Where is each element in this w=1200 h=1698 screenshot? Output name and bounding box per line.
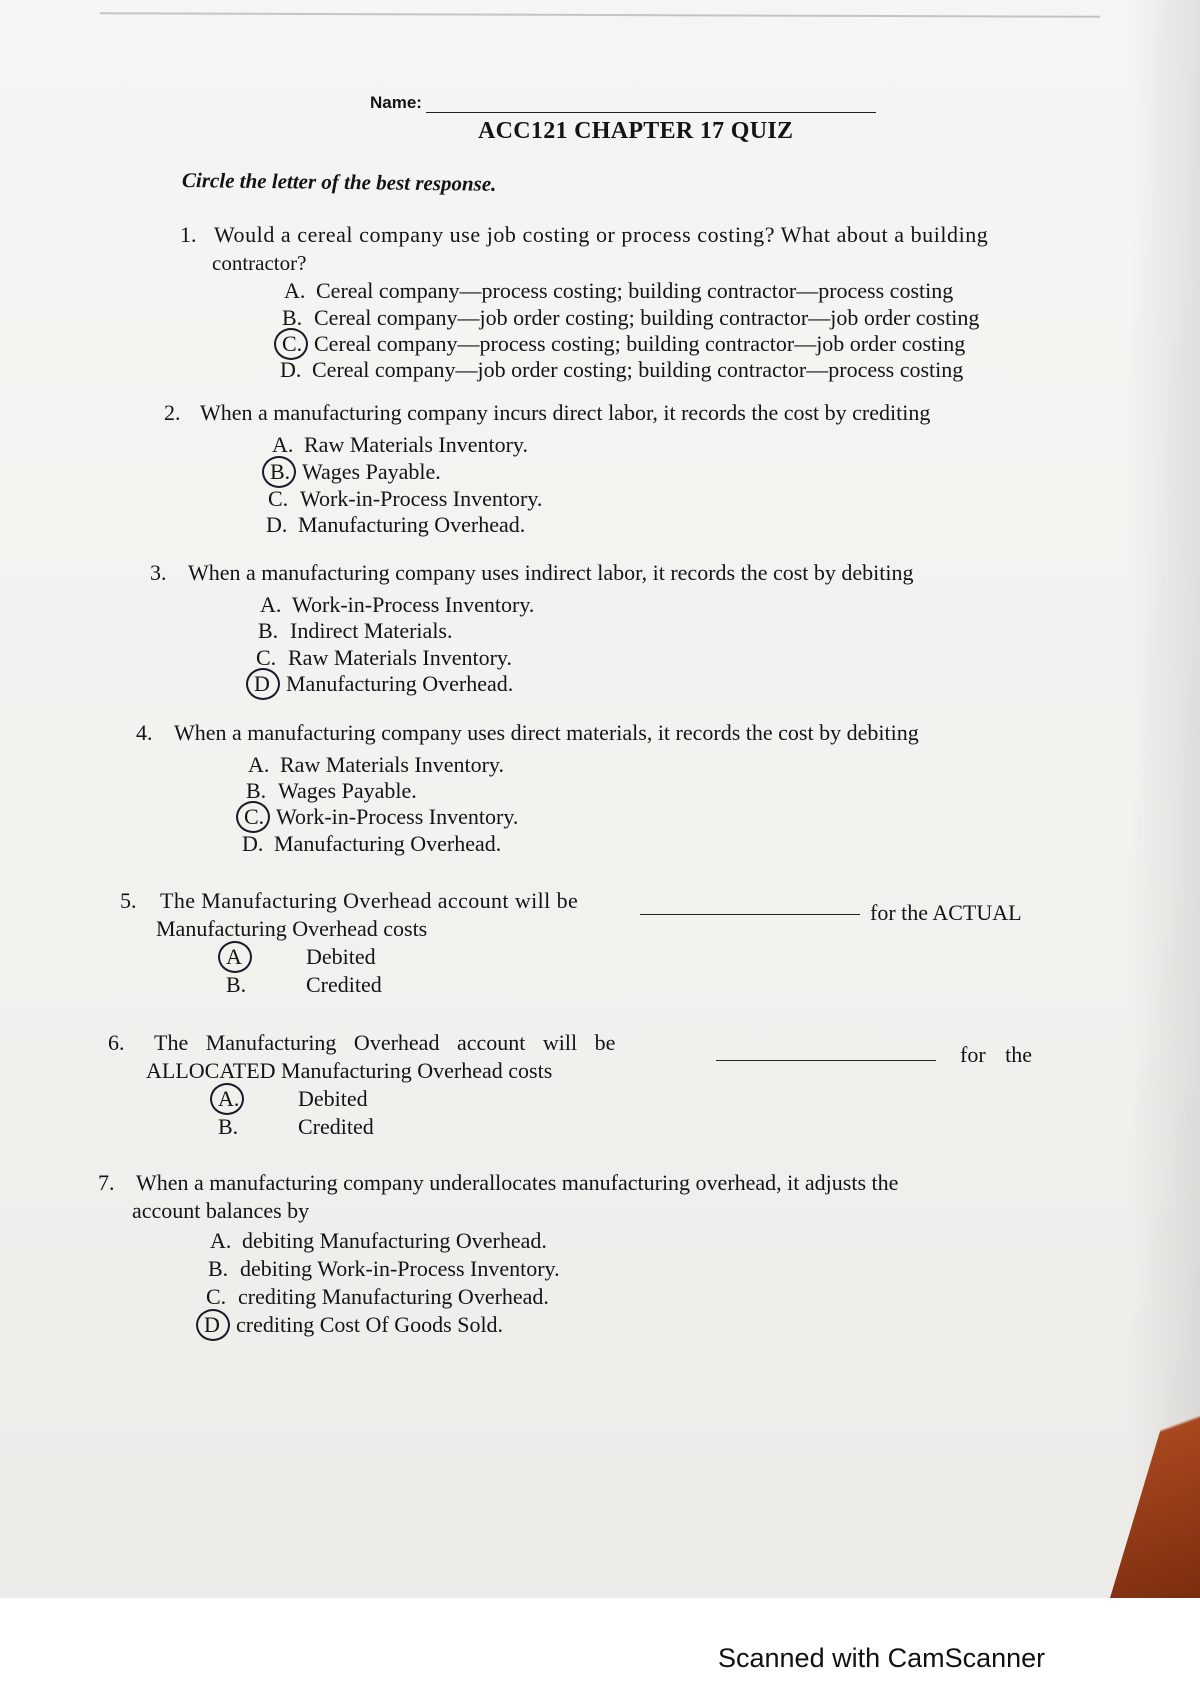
option-letter: D. xyxy=(242,831,264,856)
option-letter: B. xyxy=(218,1114,239,1139)
option-letter xyxy=(254,671,286,697)
option-letter xyxy=(218,1086,298,1112)
name-field[interactable] xyxy=(370,93,876,113)
q3-option-b[interactable] xyxy=(258,618,453,644)
option-letter-text: A xyxy=(226,944,242,969)
question-text: The Manufacturing Overhead account will be xyxy=(160,888,579,913)
option-letter: B. xyxy=(208,1256,229,1281)
q3-option-a[interactable] xyxy=(260,592,534,618)
name-label: Name: xyxy=(370,93,422,112)
question-number: 6. xyxy=(108,1030,125,1055)
option-text: Work-in-Process Inventory. xyxy=(300,486,543,511)
option-text: Work-in-Process Inventory. xyxy=(276,804,519,829)
option-text: Debited xyxy=(306,944,376,969)
q1-option-b[interactable] xyxy=(282,305,979,331)
option-text: Raw Materials Inventory. xyxy=(280,752,505,777)
question-text: When a manufacturing company underallocates manufacturing overhead, it adjusts the xyxy=(136,1170,899,1195)
question-number: 3. xyxy=(150,560,167,585)
answer-circle xyxy=(218,941,252,973)
q2-option-c[interactable] xyxy=(268,486,542,512)
option-letter: B. xyxy=(226,972,247,997)
option-text: crediting Cost Of Goods Sold. xyxy=(236,1312,504,1337)
option-text: Cereal company—job order costing; building contractor—process costing xyxy=(312,357,964,382)
answer-circle xyxy=(210,1083,244,1115)
question-text-cont: account balances by xyxy=(132,1198,310,1223)
page-top-edge xyxy=(100,12,1100,17)
option-letter: A. xyxy=(272,432,294,457)
option-text: Manufacturing Overhead. xyxy=(298,512,526,537)
option-text: Cereal company—job order costing; building contractor—job order costing xyxy=(314,305,980,330)
q2-option-b[interactable] xyxy=(270,459,441,485)
q1-option-a[interactable] xyxy=(284,278,953,304)
q7-option-b[interactable] xyxy=(208,1256,560,1282)
question-text-cont: ALLOCATED Manufacturing Overhead costs xyxy=(146,1058,553,1083)
q2-option-d[interactable] xyxy=(266,512,525,538)
name-blank-line[interactable] xyxy=(426,100,876,113)
question-number: 2. xyxy=(164,400,181,425)
q5-option-b[interactable] xyxy=(226,972,382,998)
option-text: Cereal company—process costing; building contractor—job order costing xyxy=(314,331,966,356)
q4-option-d[interactable] xyxy=(242,831,501,857)
question-text: When a manufacturing company uses direct materials, it records the cost by debiting xyxy=(174,720,919,745)
option-text: Work-in-Process Inventory. xyxy=(292,592,535,617)
q6-option-b[interactable] xyxy=(218,1114,374,1140)
option-letter xyxy=(282,331,314,357)
q7-option-d[interactable] xyxy=(204,1312,503,1338)
option-letter-text: C. xyxy=(282,331,303,356)
question-text-end: for the ACTUAL xyxy=(870,900,1022,925)
option-text: Wages Payable. xyxy=(278,778,417,803)
option-text: Debited xyxy=(298,1086,368,1111)
q4-option-c[interactable] xyxy=(244,804,518,830)
option-letter-text: C. xyxy=(244,804,265,829)
q3-option-c[interactable] xyxy=(256,645,512,671)
option-letter-text: D xyxy=(204,1312,220,1337)
option-text: Manufacturing Overhead. xyxy=(274,831,502,856)
option-letter: B. xyxy=(282,305,303,330)
question-text-cont: Manufacturing Overhead costs xyxy=(156,916,428,941)
answer-blank[interactable] xyxy=(640,900,860,915)
option-text: Raw Materials Inventory. xyxy=(304,432,529,457)
q5-option-a[interactable] xyxy=(226,944,376,970)
question-text: When a manufacturing company incurs direct labor, it records the cost by crediting xyxy=(200,400,931,425)
option-text: Indirect Materials. xyxy=(290,618,453,643)
answer-circle xyxy=(246,668,280,700)
question-text-end: for the xyxy=(960,1042,1033,1067)
question-number: 5. xyxy=(120,888,137,913)
question-number: 4. xyxy=(136,720,153,745)
option-text: Cereal company—process costing; building contractor—process costing xyxy=(316,278,954,303)
option-text: crediting Manufacturing Overhead. xyxy=(238,1284,549,1309)
option-text: Credited xyxy=(298,1114,374,1139)
q2-option-a[interactable] xyxy=(272,432,528,458)
camscanner-watermark: Scanned with CamScanner xyxy=(718,1643,1046,1673)
option-letter xyxy=(204,1312,236,1338)
question-number: 7. xyxy=(98,1170,115,1195)
option-text: debiting Manufacturing Overhead. xyxy=(242,1228,547,1253)
answer-circle xyxy=(196,1309,230,1341)
q4-option-b[interactable] xyxy=(246,778,417,804)
q3-option-d[interactable] xyxy=(254,671,513,697)
option-letter: C. xyxy=(256,645,277,670)
option-letter xyxy=(244,804,276,830)
option-text: debiting Work-in-Process Inventory. xyxy=(240,1256,560,1281)
option-letter: A. xyxy=(260,592,282,617)
answer-circle xyxy=(274,328,308,360)
q6-option-a[interactable] xyxy=(218,1086,368,1112)
option-text: Raw Materials Inventory. xyxy=(288,645,513,670)
answer-blank[interactable] xyxy=(716,1046,936,1061)
option-letter xyxy=(226,944,306,970)
option-letter: C. xyxy=(206,1284,227,1309)
question-text: When a manufacturing company uses indirect labor, it records the cost by debiting xyxy=(188,560,914,585)
option-letter: A. xyxy=(210,1228,232,1253)
option-text: Manufacturing Overhead. xyxy=(286,671,514,696)
question-text: The Manufacturing Overhead account will be xyxy=(154,1030,616,1055)
option-letter-text: B. xyxy=(270,459,291,484)
option-text: Credited xyxy=(306,972,382,997)
question-number: 1. xyxy=(180,222,197,247)
option-letter: D. xyxy=(266,512,288,537)
option-letter: A. xyxy=(248,752,270,777)
q7-option-c[interactable] xyxy=(206,1284,549,1310)
q1-option-d[interactable] xyxy=(280,357,963,383)
question-text-cont: contractor? xyxy=(212,251,307,275)
question-text: Would a cereal company use job costing or process costing? What about a building xyxy=(214,222,989,247)
option-text: Wages Payable. xyxy=(302,459,441,484)
option-letter: C. xyxy=(268,486,289,511)
option-letter xyxy=(270,459,302,485)
quiz-instructions: Circle the letter of the best response. xyxy=(181,168,497,196)
quiz-title: ACC121 CHAPTER 17 QUIZ xyxy=(478,118,794,144)
option-letter: D. xyxy=(280,357,302,382)
option-letter: B. xyxy=(258,618,279,643)
option-letter: B. xyxy=(246,778,267,803)
q7-option-a[interactable] xyxy=(210,1228,547,1254)
option-letter-text: A. xyxy=(218,1086,240,1111)
q1-option-c[interactable] xyxy=(282,331,965,357)
answer-circle xyxy=(262,456,296,488)
option-letter-text: D xyxy=(254,671,270,696)
option-letter: A. xyxy=(284,278,306,303)
answer-circle xyxy=(236,801,270,833)
q4-option-a[interactable] xyxy=(248,752,504,778)
